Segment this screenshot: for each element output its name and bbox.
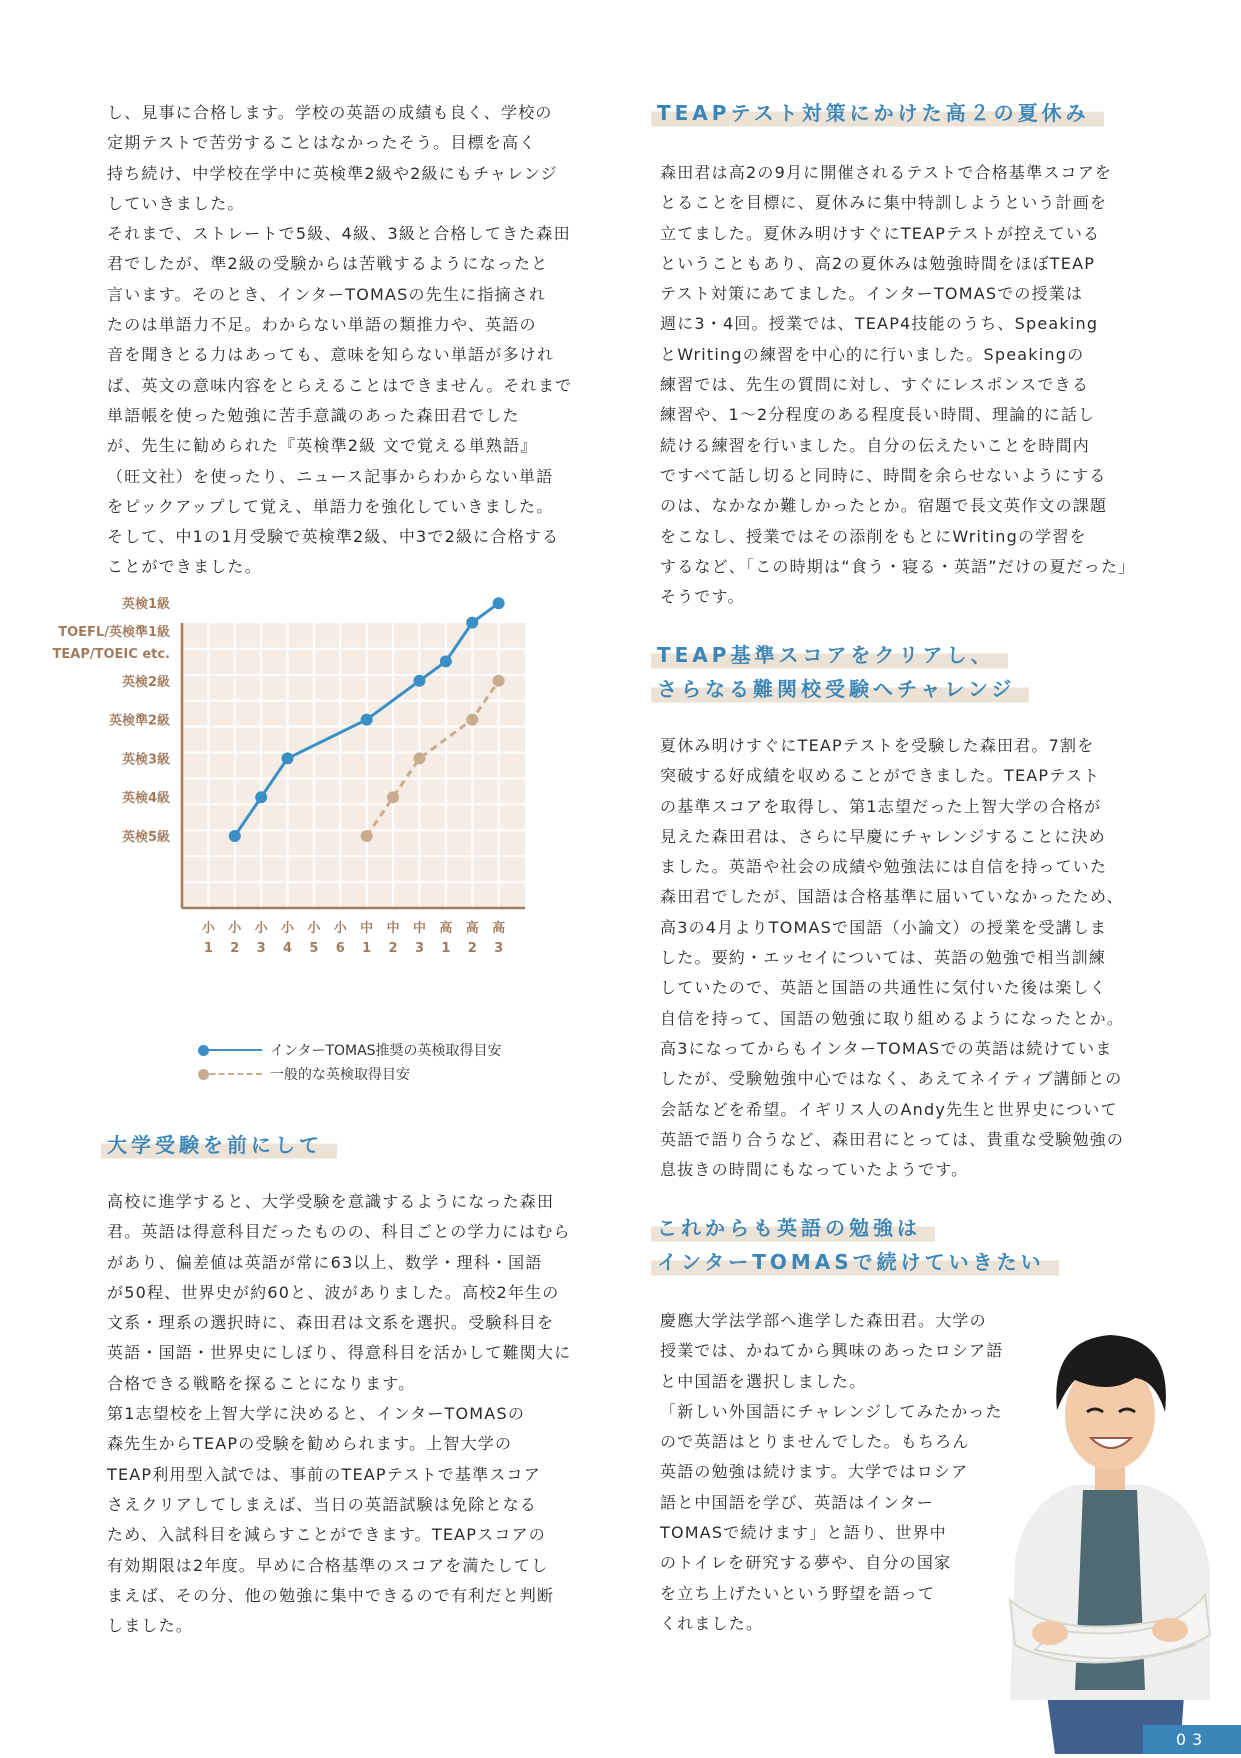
paragraph-line: 慶應大学法学部へ進学した森田君。大学の <box>660 1311 987 1330</box>
data-point <box>229 830 241 842</box>
x-tick-label: 3 <box>256 941 266 956</box>
paragraph-line: 練習では、先生の質問に対し、すぐにレスポンスできる <box>660 375 1090 395</box>
x-tick-label: 2 <box>467 941 477 956</box>
paragraph-line: し、見事に合格します。学校の英語の成績も良く、学校の <box>107 103 553 122</box>
paragraph-line: 単語帳を使った勉強に苦手意識のあった森田君でした <box>107 405 520 425</box>
paragraph-line: TOMASで続けます」と語り、世界中 <box>660 1523 947 1543</box>
paragraph-line: （旺文社）を使ったり、ニュース記事からわからない単語 <box>107 466 554 486</box>
student-photo <box>995 1300 1220 1754</box>
paragraph-line: そうです。 <box>660 587 745 607</box>
x-tick-label: 中 <box>412 921 426 936</box>
y-tick-label: TOEFL/英検準1級 <box>58 625 170 640</box>
paragraph-line: 定期テストで苦労することはなかったそう。目標を高く <box>107 133 537 153</box>
paragraph-line: 言います。そのとき、インターTOMASの先生に指摘され <box>107 284 547 304</box>
x-tick-label: 中 <box>386 921 400 936</box>
legend-item-tomas <box>200 1038 502 1062</box>
paragraph-line: 高校に進学すると、大学受験を意識するようになった森田 <box>107 1192 555 1211</box>
paragraph-line: が、先生に勧められた『英検準2級 文で覚える単熟語』 <box>107 436 538 456</box>
paragraph-line: 持ち続け、中学校在学中に英検準2級や2級にもチャレンジ <box>107 163 558 183</box>
plot-background <box>182 623 525 908</box>
x-tick-label: 6 <box>335 941 345 956</box>
paragraph-line: のトイレを研究する夢や、自分の国家 <box>660 1553 952 1573</box>
section-heading-continue-english <box>651 1213 1059 1281</box>
x-tick-label: 小 <box>307 921 321 936</box>
paragraph-line: 会話などを希望。イギリス人のAndy先生と世界史について <box>660 1099 1118 1119</box>
data-point <box>466 714 478 726</box>
x-tick-label: 高 <box>465 921 479 936</box>
paragraph-line: 高3になってからもインターTOMASでの英語は続けていま <box>660 1038 1113 1058</box>
paragraph-line: 文系・理系の選択時に、森田君は文系を選択。受験科目を <box>107 1313 555 1333</box>
paragraph-line: するなど、「この時期は“食う・寝る・英語”だけの夏だった」 <box>660 556 1136 576</box>
y-tick-label: 英検5級 <box>121 830 170 845</box>
paragraph-line: をこなし、授業ではその添削をもとにWritingの学習を <box>660 526 1087 546</box>
y-tick-label: 英検4級 <box>121 791 170 807</box>
paragraph-line: 「新しい外国語にチャレンジしてみたかった <box>660 1401 1003 1421</box>
paragraph-line: たのは単語力不足。わからない単語の類推力や、英語の <box>107 315 537 335</box>
paragraph-line: テスト対策にあてました。インターTOMASでの授業は <box>660 284 1084 304</box>
x-tick-label: 1 <box>203 941 213 956</box>
data-point <box>493 597 505 609</box>
paragraph-line: 森田君は高2の9月に開催されるテストで合格基準スコアを <box>660 163 1113 182</box>
left-section2-text <box>107 1187 597 1641</box>
y-tick-label: 英検1級 <box>121 597 170 613</box>
paragraph-line: した。要約・エッセイについては、英語の勉強で相当訓練 <box>660 948 1107 968</box>
chart-legend <box>200 1038 502 1086</box>
paragraph-line: そして、中1の1月受験で英検準2級、中3で2級に合格する <box>107 527 560 547</box>
data-point <box>440 655 452 667</box>
right-section2-text <box>660 731 1160 1185</box>
right-section1-text <box>660 158 1150 612</box>
heading-text: TEAPテスト対策にかけた高２の夏休み <box>651 98 1104 128</box>
heading-text: インターTOMASで続けていきたい <box>651 1247 1059 1277</box>
x-tick-label: 小 <box>228 921 242 936</box>
x-tick-label: 小 <box>281 921 295 936</box>
paragraph-line: とWritingの練習を中心的に行いました。Speakingの <box>660 344 1085 364</box>
eiken-progress-chart <box>40 597 600 1025</box>
x-tick-label: 3 <box>414 941 424 956</box>
paragraph-line: していたので、英語と国語の共通性に気付いた後は楽しく <box>660 978 1107 998</box>
data-point <box>361 714 373 726</box>
paragraph-line: 練習や、1〜2分程度のある程度長い時間、理論的に話し <box>660 405 1096 425</box>
paragraph-line: ということもあり、高2の夏休みは勉強時間をほぼTEAP <box>660 253 1096 273</box>
paragraph-line: したが、受験勉強中心ではなく、あえてネイティブ講師との <box>660 1069 1123 1089</box>
paragraph-line: 見えた森田君は、さらに早慶にチャレンジすることに決め <box>660 826 1106 846</box>
x-tick-label: 1 <box>441 941 451 956</box>
paragraph-line: と中国語を選択しました。 <box>660 1371 867 1391</box>
paragraph-line: 第1志望校を上智大学に決めると、インターTOMASの <box>107 1404 526 1424</box>
heading-text: 大学受験を前にして <box>101 1130 337 1160</box>
paragraph-line: TEAP利用型入試では、事前のTEAPテストで基準スコア <box>107 1464 541 1484</box>
paragraph-line: 突破する好成績を収めることができました。TEAPテスト <box>660 766 1101 786</box>
paragraph-line: 英語・国語・世界史にしぼり、得意科目を活かして難関大に <box>107 1343 572 1363</box>
paragraph-line: 授業では、かねてから興味のあったロシア語 <box>660 1341 1004 1361</box>
paragraph-line: ので英語はとりませんでした。もちろん <box>660 1432 970 1452</box>
heading-text: これからも英語の勉強は <box>651 1213 935 1243</box>
x-tick-label: 5 <box>309 941 319 956</box>
paragraph-line: 自信を持って、国語の勉強に取り組めるようになったとか。 <box>660 1008 1125 1028</box>
paragraph-line: 続ける練習を行いました。自分の伝えたいことを時間内 <box>660 435 1091 455</box>
legend-label: 一般的な英検取得目安 <box>270 1067 410 1083</box>
x-tick-label: 小 <box>254 921 268 936</box>
section-heading-university-exam <box>101 1130 337 1164</box>
legend-item-general <box>200 1062 502 1086</box>
paragraph-line: くれました。 <box>660 1613 764 1633</box>
data-point <box>466 617 478 629</box>
paragraph-line: 君。英語は得意科目だったものの、科目ごとの学力にはむら <box>107 1222 571 1242</box>
data-point <box>493 675 505 687</box>
paragraph-line: を立ち上げたいという野望を語って <box>660 1583 936 1603</box>
data-point <box>387 791 399 803</box>
paragraph-line: ですべて話し切ると同時に、時間を余らせないようにする <box>660 465 1107 485</box>
paragraph-line: 合格できる戦略を探ることになります。 <box>107 1373 416 1393</box>
x-tick-label: 高 <box>492 921 506 936</box>
paragraph-line: さえクリアしてしまえば、当日の英語試験は免除となる <box>107 1494 538 1514</box>
data-point <box>413 752 425 764</box>
x-tick-label: 中 <box>360 921 374 936</box>
paragraph-line: まえば、その分、他の勉強に集中できるので有利だと判断 <box>107 1585 555 1605</box>
x-tick-label: 2 <box>388 941 398 956</box>
paragraph-line: 語と中国語を学び、英語はインター <box>660 1492 934 1512</box>
section-heading-teap-summer <box>651 98 1104 132</box>
paragraph-line: 森先生からTEAPの受験を勧められます。上智大学の <box>107 1434 513 1454</box>
x-tick-label: 4 <box>283 941 293 956</box>
paragraph-line: のは、なかなか難しかったとか。宿題で長文英作文の課題 <box>660 496 1108 516</box>
data-point <box>361 830 373 842</box>
section-heading-teap-clear <box>651 640 1029 708</box>
paragraph-line: 英語で語り合うなど、森田君にとっては、貴重な受験勉強の <box>660 1129 1125 1149</box>
paragraph-line: 夏休み明けすぐにTEAPテストを受験した森田君。7割を <box>660 736 1095 755</box>
paragraph-line: があり、偏差値は英語が常に63以上、数学・理科・国語 <box>107 1252 543 1272</box>
heading-text: TEAP基準スコアをクリアし、 <box>651 640 1008 670</box>
paragraph-line: の基準スコアを取得し、第1志望だった上智大学の合格が <box>660 796 1102 816</box>
paragraph-line: をピックアップして覚え、単語力を強化していきました。 <box>107 496 554 516</box>
data-point <box>255 791 267 803</box>
paragraph-line: ました。英語や社会の成績や勉強法には自信を持っていた <box>660 857 1108 877</box>
paragraph-line: 音を聞きとる力はあっても、意味を知らない単語が多けれ <box>107 345 555 365</box>
paragraph-line: 息抜きの時間にもなっていたようです。 <box>660 1160 969 1180</box>
paragraph-line: 立てました。夏休み明けすぐにTEAPテストが控えている <box>660 223 1101 243</box>
paragraph-line: ことができました。 <box>107 557 262 577</box>
data-point <box>282 752 294 764</box>
page-number: 03 <box>1143 1725 1241 1754</box>
heading-text: さらなる難関校受験へチャレンジ <box>651 674 1029 704</box>
data-point <box>413 675 425 687</box>
left-intro-text <box>107 98 597 583</box>
paragraph-line: 高3の4月よりTOMASで国語（小論文）の授業を受講しま <box>660 917 1108 937</box>
paragraph-line: 英語の勉強は続けます。大学ではロシア <box>660 1462 969 1482</box>
paragraph-line: 君でしたが、準2級の受験からは苦戦するようになったと <box>107 254 549 274</box>
paragraph-line: が50程、世界史が約60と、波がありました。高校2年生の <box>107 1282 560 1302</box>
chart-svg <box>40 597 600 1025</box>
y-tick-label: TEAP/TOEIC etc. <box>52 647 170 662</box>
paragraph-line: 森田君でしたが、国語は合格基準に届いていなかったため、 <box>660 887 1124 907</box>
paragraph-line: 有効期限は2年度。早めに合格基準のスコアを満たしてし <box>107 1555 549 1575</box>
x-tick-label: 2 <box>230 941 240 956</box>
right-section3-text <box>660 1306 1030 1639</box>
y-tick-label: 英検2級 <box>121 674 170 690</box>
x-tick-label: 小 <box>201 921 215 936</box>
paragraph-line: ば、英文の意味内容をとらえることはできません。それまで <box>107 375 573 395</box>
paragraph-line: とることを目標に、夏休みに集中特訓しようという計画を <box>660 193 1108 213</box>
student-illustration <box>995 1300 1220 1754</box>
y-tick-label: 英検3級 <box>121 752 170 768</box>
x-tick-label: 小 <box>333 921 347 936</box>
x-tick-label: 3 <box>494 941 504 956</box>
x-tick-label: 1 <box>362 941 372 956</box>
y-tick-label: 英検準2級 <box>108 713 170 729</box>
paragraph-line: ため、入試科目を減らすことができます。TEAPスコアの <box>107 1525 546 1545</box>
paragraph-line: していきました。 <box>107 193 245 213</box>
paragraph-line: 週に3・4回。授業では、TEAP4技能のうち、Speaking <box>660 314 1099 334</box>
paragraph-line: それまで、ストレートで5級、4級、3級と合格してきた森田 <box>107 224 571 244</box>
legend-label: インターTOMAS推奨の英検取得目安 <box>270 1043 502 1059</box>
x-tick-label: 高 <box>439 921 453 936</box>
paragraph-line: しました。 <box>107 1616 194 1636</box>
